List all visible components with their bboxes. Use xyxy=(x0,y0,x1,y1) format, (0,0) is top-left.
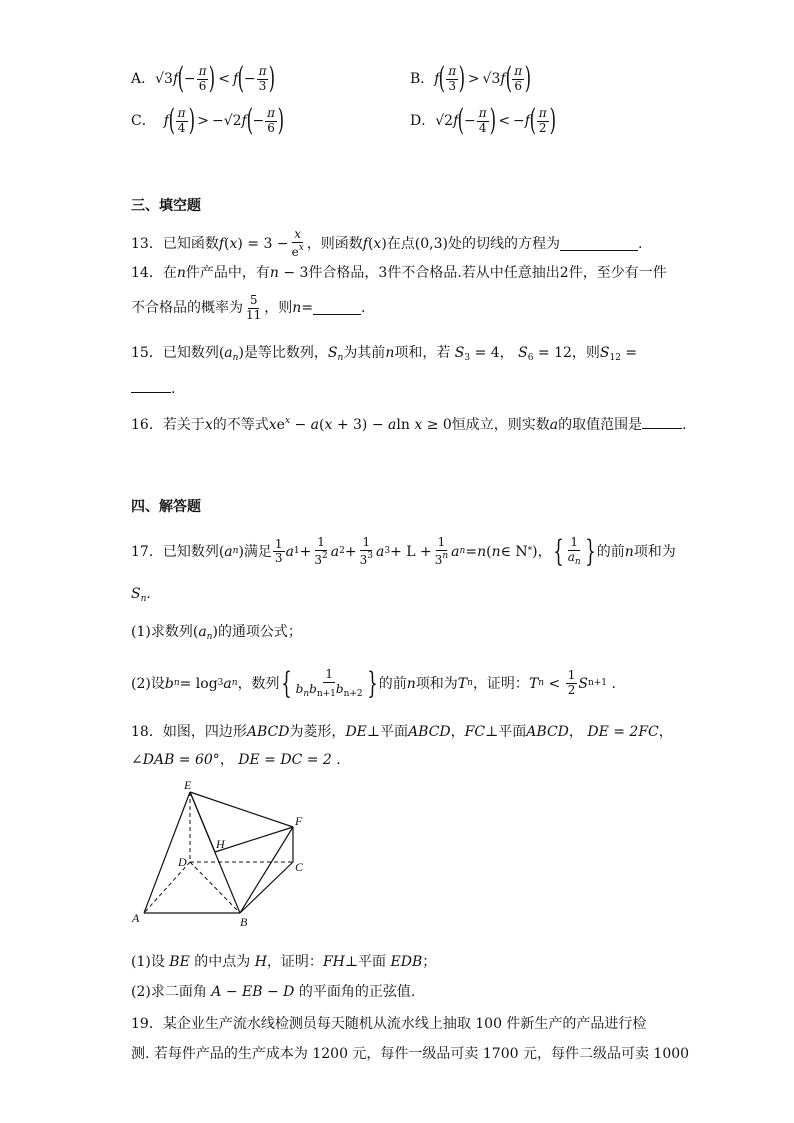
answer-blank[interactable] xyxy=(642,427,682,429)
edge-ef xyxy=(190,792,293,827)
label-e: E xyxy=(184,780,192,792)
section-heading-fill-in: 三、填空题 xyxy=(131,198,201,214)
edge-hf xyxy=(215,827,293,852)
question-16: 16．若关于x的不等式$xe^x - a(x + 3) - aln$ x ≥ 0恒成立，则实数a的取值范围是 . xyxy=(131,416,687,433)
section-heading-solutions: 四、解答题 xyxy=(131,499,201,515)
edge-hb-part xyxy=(190,792,215,852)
question-18-part2: (2)求二面角 A − EB − D 的平面角的正弦值. xyxy=(131,984,416,1000)
edge-da xyxy=(144,862,190,913)
question-14-line1: 14．在n件产品中，有n − 3件合格品，3件不合格品.若从中任意抽出2件，至少有一件 xyxy=(131,265,667,281)
option-c: C． f ( $\frac{\pi}{4}$ ) > −√2 f ( − $\frac{\pi}{6}$ ) xyxy=(131,103,285,138)
label-b: B xyxy=(240,915,248,929)
option-label: D． xyxy=(410,113,436,129)
label-h: H xyxy=(216,837,225,851)
label-d: D xyxy=(178,855,187,869)
label-f: F xyxy=(295,814,303,828)
edge-ea xyxy=(144,792,190,913)
question-15-line1: 15．已知数列$(a_n)$是等比数列，$S_n$为其前n项和，若 $S_3 = 4$， $S_6 = 12$，则$S_{12}$ = xyxy=(131,345,638,363)
answer-blank[interactable] xyxy=(131,391,171,393)
geometry-figure xyxy=(128,780,328,930)
option-b: B． f ( $\frac{\pi}{3}$ ) > √3 f ( $\frac{\pi}{6}$ ) xyxy=(410,61,532,96)
question-15-line2: . xyxy=(131,382,175,396)
answer-blank[interactable] xyxy=(560,249,638,251)
question-19-line2: 测. 若每件产品的生产成本为 1200 元，每件一级品可卖 1700 元，每件二级品可卖 1000 xyxy=(131,1046,690,1062)
question-18-line2: ∠DAB = 60°， DE = DC = 2 . xyxy=(131,752,341,768)
question-17-part1: (1)求数列$(a_n)$的通项公式； xyxy=(131,624,302,642)
option-a: A． √3 f ( − $\frac{\pi}{6}$ ) < f ( − $\frac{\pi}{3}$ ) xyxy=(131,61,276,96)
question-18-part1: (1)设 BE 的中点为 H，证明：FH⊥平面 EDB； xyxy=(131,954,437,970)
option-label: B． xyxy=(410,71,435,87)
question-14-line2: 不合格品的概率为 $\frac{5}{11}$ ，则 n = . xyxy=(131,293,366,322)
question-18-line1: 18．如图，四边形ABCD为菱形，DE⊥平面ABCD，FC⊥平面ABCD， DE = 2FC， xyxy=(131,724,673,740)
question-19-line1: 19．某企业生产流水线检测员每天随机从流水线上抽取 100 件新生产的产品进行检 xyxy=(131,1016,647,1032)
question-13: 13．已知函数 f ( x ) = 3 − $\frac{x}{e^x}$ ，则函数 f ( x ) 在点 (0,3) 处的切线的方程为 . xyxy=(131,227,643,259)
question-17-line1: 17．已知数列 ( a n ) 满足 $\frac{1}{3}$ a 1 + $\frac{1}{3^2}$ a 2 + $\frac{1}{3^3}$ a 3 + L + $\frac{1}{3^n}$ a n = n ( n ∈ N * )， { $\frac{1}{a_n}$ } 的前 n 项和为 xyxy=(131,533,676,569)
option-label: C． xyxy=(131,113,156,129)
label-a: A xyxy=(132,911,140,925)
answer-blank[interactable] xyxy=(313,313,361,315)
option-label: A． xyxy=(131,71,156,87)
question-17-part2: (2)设 b n = log 3 a n ，数列 { $\frac{1}{b_nb_{n+1}b_{n+2}}$ } 的前 n 项和为 T n ，证明： T n < $\frac{1}{2}$ S n+1 . xyxy=(131,665,616,701)
label-c: C xyxy=(295,860,304,874)
option-d: D． √2 f ( − $\frac{\pi}{4}$ ) < − f ( $\frac{\pi}{2}$ ) xyxy=(410,103,556,138)
edge-db xyxy=(190,862,240,913)
question-17-line2: $S_n$. xyxy=(131,586,151,604)
